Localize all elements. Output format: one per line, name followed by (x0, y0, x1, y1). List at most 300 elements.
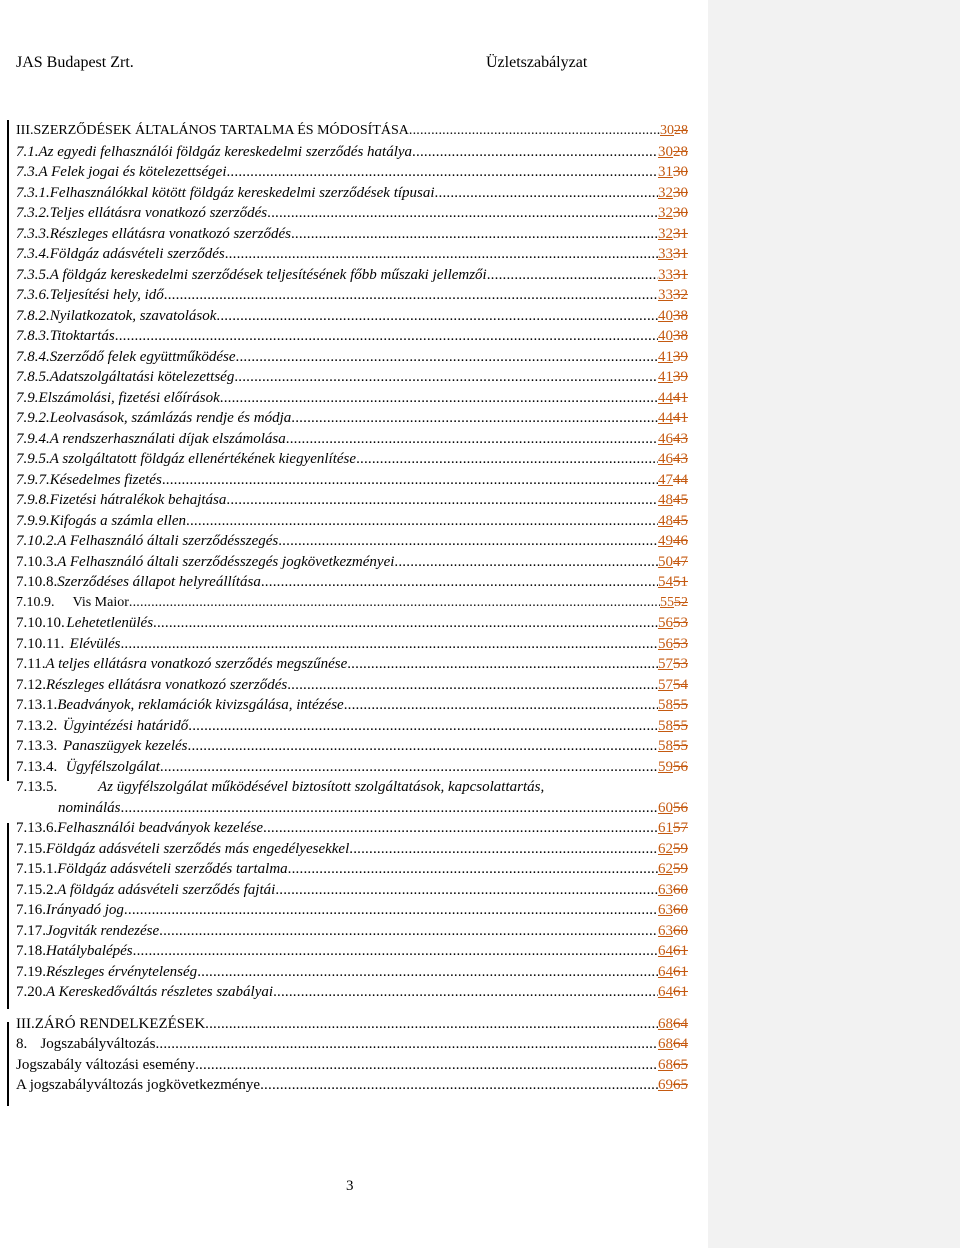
toc-page-reference[interactable] (658, 984, 688, 1001)
toc-entry-number: 7.13.3. (16, 738, 58, 754)
toc-entry-title: Teljesítési hely, idő (49, 287, 164, 303)
toc-page-reference[interactable] (658, 964, 688, 981)
toc-page-reference[interactable] (658, 205, 688, 222)
toc-page-reference[interactable] (658, 144, 688, 161)
toc-entry-number: III. (16, 123, 34, 138)
toc-entry[interactable] (16, 902, 688, 923)
toc-entry-number: 7.9.2. (16, 410, 50, 426)
deleted-page-number: 53 (673, 635, 688, 652)
toc-entry[interactable] (16, 861, 688, 882)
toc-entry[interactable] (16, 205, 688, 226)
toc-section-closing (16, 1016, 688, 1098)
deleted-page-number: 61 (673, 963, 688, 980)
toc-entry-title: Hatálybalépés (46, 943, 133, 959)
toc-entry[interactable] (16, 923, 688, 944)
toc-dot-leader (236, 349, 658, 366)
toc-page-reference[interactable] (658, 492, 688, 509)
toc-dot-leader (487, 267, 658, 284)
toc-page-reference[interactable] (658, 410, 688, 427)
toc-dot-leader (226, 164, 658, 181)
deleted-page-number: 55 (673, 738, 688, 754)
toc-entry-title: A Felhasználó általi szerződésszegés (57, 533, 279, 549)
toc-page-reference[interactable] (658, 431, 688, 448)
deleted-page-number: 53 (673, 656, 688, 672)
toc-entry-number: 7.13.2. (16, 717, 58, 734)
inserted-page-number: 54 (658, 574, 673, 590)
deleted-page-number: 56 (673, 758, 688, 775)
toc-entry-number: 7.20. (16, 984, 46, 1000)
change-bar (7, 1022, 9, 1106)
toc-entry[interactable] (16, 718, 688, 739)
table-of-contents (16, 123, 688, 1098)
toc-page-reference[interactable] (658, 267, 688, 284)
toc-entry[interactable] (16, 1077, 688, 1098)
toc-dot-leader (344, 697, 658, 714)
toc-entry-title: A jogszabályváltozás jogkövetkezménye (16, 1077, 261, 1093)
toc-dot-leader (195, 1057, 658, 1074)
toc-entry-number: 7.8.2. (16, 307, 50, 324)
deleted-page-number: 41 (673, 389, 688, 406)
inserted-page-number: 46 (658, 451, 673, 467)
toc-entry-title: Jogszabály változási esemény (16, 1056, 196, 1073)
toc-section-main (16, 123, 688, 1005)
toc-entry-number: 7.8.3. (16, 328, 50, 344)
toc-entry-title: A szolgáltatott földgáz ellenértékének kiegyenlítése (49, 451, 357, 467)
toc-entry[interactable] (16, 123, 688, 144)
toc-entry-title: A földgáz kereskedelmi szerződések teljesítésének főbb műszaki jellemzői (49, 266, 487, 283)
toc-entry[interactable] (16, 308, 688, 329)
toc-entry[interactable] (16, 656, 688, 677)
toc-entry[interactable] (16, 533, 688, 554)
inserted-page-number: 47 (658, 471, 673, 488)
deleted-page-number: 32 (673, 287, 688, 303)
toc-entry[interactable] (16, 779, 688, 800)
toc-entry-number: 7.10.8. (16, 574, 58, 590)
toc-page-reference[interactable] (658, 800, 688, 817)
toc-entry-number: 7.3.6. (16, 287, 50, 303)
toc-entry[interactable] (16, 1036, 688, 1057)
toc-entry-title: Titoktartás (49, 328, 115, 344)
toc-dot-leader (129, 595, 660, 611)
toc-entry[interactable] (16, 882, 688, 903)
inserted-page-number: 62 (658, 861, 673, 877)
toc-entry[interactable] (16, 328, 688, 349)
toc-dot-leader (409, 123, 660, 139)
inserted-page-number: 48 (658, 492, 673, 508)
toc-entry-title: Kifogás a számla ellen (49, 512, 187, 529)
inserted-page-number: 56 (658, 635, 673, 652)
toc-entry-title: Leolvasások, számlázás rendje és módja (49, 410, 292, 426)
toc-entry[interactable] (16, 984, 688, 1005)
toc-entry-number: 7.10.9. (16, 594, 55, 610)
inserted-page-number: 58 (658, 697, 673, 713)
toc-page-reference[interactable] (658, 472, 688, 489)
toc-page-reference[interactable] (658, 861, 688, 878)
deleted-page-number: 43 (673, 451, 688, 467)
toc-dot-leader (188, 738, 659, 755)
deleted-page-number: 47 (673, 553, 688, 570)
toc-entry-number: 7.9.4. (16, 430, 50, 447)
deleted-page-number: 31 (673, 266, 688, 283)
toc-entry[interactable] (16, 677, 688, 698)
toc-entry-title: A Felhasználó általi szerződésszegés jogkövetkezményei (57, 553, 395, 570)
toc-entry-title: A rendszerhasználati díjak elszámolása (49, 430, 286, 447)
toc-dot-leader (349, 841, 658, 858)
toc-entry-number: 7.10.3. (16, 553, 58, 570)
inserted-page-number: 40 (658, 328, 673, 344)
toc-entry[interactable] (16, 615, 688, 636)
toc-dot-leader (278, 533, 658, 550)
deleted-page-number: 28 (674, 123, 688, 138)
deleted-page-number: 46 (673, 533, 688, 549)
toc-entry[interactable] (16, 287, 688, 308)
toc-entry-number: 7.17. (16, 922, 46, 939)
inserted-page-number: 68 (658, 1015, 673, 1032)
toc-entry[interactable] (16, 636, 688, 657)
toc-page-reference[interactable] (658, 164, 688, 181)
deleted-page-number: 30 (673, 184, 688, 201)
inserted-page-number: 69 (658, 1077, 673, 1093)
deleted-page-number: 60 (673, 881, 688, 898)
change-bar (7, 823, 9, 1009)
toc-entry-title: Földgáz adásvételi szerződés tartalma (57, 861, 288, 877)
toc-entry-title: A földgáz adásvételi szerződés fajtái (57, 881, 276, 898)
toc-entry[interactable] (16, 226, 688, 247)
toc-dot-leader (356, 451, 658, 468)
deleted-page-number: 52 (674, 594, 688, 610)
toc-entry[interactable] (16, 759, 688, 780)
toc-entry-title: A Kereskedőváltás részletes szabályai (46, 984, 274, 1000)
deleted-page-number: 61 (673, 984, 688, 1000)
toc-dot-leader (197, 964, 658, 981)
toc-entry-title: Részleges ellátásra vonatkozó szerződés (46, 676, 288, 693)
toc-entry-number: 7.10.2. (16, 533, 58, 549)
inserted-page-number: 57 (658, 656, 673, 672)
toc-page-reference[interactable] (658, 841, 688, 858)
toc-entry[interactable] (16, 943, 688, 964)
inserted-page-number: 40 (658, 307, 673, 324)
toc-dot-leader (394, 554, 658, 571)
toc-dot-leader (261, 574, 658, 591)
deleted-page-number: 43 (673, 430, 688, 447)
inserted-page-number: 33 (658, 246, 673, 262)
toc-page-reference[interactable] (658, 308, 688, 325)
toc-entry[interactable] (16, 472, 688, 493)
toc-entry-number: 7.3.4. (16, 246, 50, 262)
toc-entry-number: 7.10.11. (16, 635, 65, 652)
inserted-page-number: 48 (658, 512, 673, 529)
toc-page-reference[interactable] (658, 533, 688, 550)
toc-page-reference[interactable] (658, 882, 688, 899)
toc-dot-leader (121, 800, 658, 817)
toc-entry[interactable] (16, 492, 688, 513)
toc-dot-leader (275, 882, 658, 899)
toc-dot-leader (133, 943, 658, 960)
toc-page-reference[interactable] (658, 636, 688, 653)
toc-entry-title: SZERZŐDÉSEK ÁLTALÁNOS TARTALMA ÉS MÓDOSÍTÁSA (33, 123, 409, 138)
toc-entry[interactable] (16, 554, 688, 575)
toc-entry[interactable] (16, 431, 688, 452)
toc-page-reference[interactable] (658, 513, 688, 530)
toc-entry-number: 7.12. (16, 676, 46, 693)
toc-page-reference[interactable] (658, 718, 688, 735)
toc-entry-number: 7.11. (16, 656, 46, 672)
toc-entry-title: Késedelmes fizetés (49, 471, 162, 488)
toc-entry-title: Fizetési hátralékok behajtása (49, 492, 227, 508)
deleted-page-number: 38 (673, 307, 688, 324)
toc-entry[interactable] (16, 369, 688, 390)
toc-entry[interactable] (16, 513, 688, 534)
toc-page-reference[interactable] (658, 1077, 688, 1094)
toc-entry-number: 7.3.5. (16, 266, 50, 283)
toc-entry[interactable] (16, 738, 688, 759)
inserted-page-number: 30 (658, 143, 673, 160)
toc-entry-number: 7.16. (16, 902, 46, 918)
inserted-page-number: 31 (658, 164, 673, 180)
toc-entry[interactable] (16, 185, 688, 206)
toc-entry-title: Elszámolási, fizetési előírások (38, 389, 220, 406)
toc-page-reference[interactable] (658, 287, 688, 304)
toc-page-reference[interactable] (660, 123, 688, 139)
toc-dot-leader (120, 636, 658, 653)
header-company: JAS Budapest Zrt. (16, 54, 134, 71)
toc-entry-number: 7.15.2. (16, 881, 58, 898)
toc-dot-leader (164, 287, 658, 304)
toc-entry-number: 7.13.5. (16, 779, 58, 795)
toc-entry-title: A Felek jogai és kötelezettségei (38, 164, 227, 180)
deleted-page-number: 30 (673, 205, 688, 221)
toc-entry-number: 7.19. (16, 963, 46, 980)
toc-entry[interactable] (16, 451, 688, 472)
toc-entry-number: 7.10.10. (16, 615, 65, 631)
toc-entry-number: 7.9.5. (16, 451, 50, 467)
toc-entry-number: 7.3. (16, 164, 39, 180)
toc-entry-title: Szerződő felek együttműködése (49, 348, 236, 365)
inserted-page-number: 33 (658, 266, 673, 283)
toc-page-reference[interactable] (658, 943, 688, 960)
toc-dot-leader (186, 513, 658, 530)
deleted-page-number: 38 (673, 328, 688, 344)
deleted-page-number: 65 (673, 1077, 688, 1093)
toc-entry-number: 7.9.7. (16, 471, 50, 488)
toc-page-reference[interactable] (658, 246, 688, 263)
toc-page-reference[interactable] (658, 1057, 688, 1074)
toc-page-reference[interactable] (658, 574, 688, 591)
toc-dot-leader (124, 902, 658, 919)
toc-entry[interactable] (16, 349, 688, 370)
toc-page-reference[interactable] (658, 1016, 688, 1033)
toc-page-reference[interactable] (658, 554, 688, 571)
toc-entry-number: 7.3.3. (16, 225, 50, 242)
deleted-page-number: 28 (673, 143, 688, 160)
inserted-page-number: 46 (658, 430, 673, 447)
toc-entry-title: Szerződéses állapot helyreállítása (57, 574, 261, 590)
toc-entry-title: ZÁRÓ RENDELKEZÉSEK (34, 1015, 206, 1032)
inserted-page-number: 59 (658, 758, 673, 775)
toc-entry-number: 7.9. (16, 389, 39, 406)
deleted-page-number: 44 (673, 471, 688, 488)
toc-entry-number: 7.9.8. (16, 492, 50, 508)
inserted-page-number: 61 (658, 820, 673, 836)
deleted-page-number: 59 (673, 861, 688, 877)
toc-dot-leader (216, 308, 658, 325)
toc-page-reference[interactable] (658, 656, 688, 673)
inserted-page-number: 55 (660, 594, 674, 610)
toc-dot-leader (263, 820, 658, 837)
toc-entry-number: III. (16, 1015, 35, 1032)
inserted-page-number: 57 (658, 676, 673, 693)
toc-dot-leader (115, 328, 658, 345)
toc-entry-title: Irányadó jog (46, 902, 124, 918)
deleted-page-number: 54 (673, 676, 688, 693)
toc-entry-title: Földgáz adásvételi szerződés (49, 246, 225, 262)
toc-entry-number: 7.1. (16, 143, 39, 160)
deleted-page-number: 59 (673, 840, 688, 857)
deleted-page-number: 65 (673, 1056, 688, 1073)
toc-entry[interactable] (16, 820, 688, 841)
inserted-page-number: 64 (658, 984, 673, 1000)
toc-page-reference[interactable] (658, 902, 688, 919)
inserted-page-number: 32 (658, 184, 673, 201)
deleted-page-number: 45 (673, 492, 688, 508)
inserted-page-number: 63 (658, 881, 673, 898)
toc-dot-leader (153, 615, 658, 632)
toc-entry[interactable] (16, 246, 688, 267)
toc-page-reference[interactable] (658, 185, 688, 202)
toc-dot-leader (260, 1077, 658, 1094)
toc-entry[interactable] (16, 964, 688, 985)
toc-dot-leader (347, 656, 658, 673)
toc-entry-number: 7.13.4. (16, 758, 58, 775)
deleted-page-number: 55 (673, 697, 688, 713)
toc-entry[interactable] (16, 390, 688, 411)
toc-entry[interactable] (16, 697, 688, 718)
toc-page-reference[interactable] (658, 738, 688, 755)
toc-entry-number: 7.3.2. (16, 205, 50, 221)
toc-gap (16, 1005, 688, 1016)
toc-entry-title: Részleges érvénytelenség (46, 963, 198, 980)
toc-page-reference[interactable] (658, 923, 688, 940)
toc-entry[interactable] (16, 164, 688, 185)
deleted-page-number: 53 (673, 615, 688, 631)
toc-page-reference[interactable] (658, 369, 688, 386)
toc-entry[interactable] (16, 800, 688, 821)
toc-dot-leader (234, 369, 658, 386)
toc-page-reference[interactable] (658, 677, 688, 694)
inserted-page-number: 68 (658, 1036, 673, 1052)
toc-dot-leader (287, 677, 658, 694)
deleted-page-number: 30 (673, 164, 688, 180)
toc-entry-title: Lehetetlenülés (66, 615, 154, 631)
inserted-page-number: 50 (658, 553, 673, 570)
inserted-page-number: 44 (658, 410, 673, 426)
toc-page-reference[interactable] (658, 697, 688, 714)
toc-dot-leader (225, 246, 658, 263)
toc-entry[interactable] (16, 144, 688, 165)
toc-entry-number: 7.9.9. (16, 512, 50, 529)
inserted-page-number: 41 (658, 369, 673, 385)
deleted-page-number: 60 (673, 902, 688, 918)
deleted-page-number: 55 (673, 717, 688, 734)
toc-entry-number: 7.15. (16, 840, 46, 857)
toc-entry[interactable] (16, 267, 688, 288)
deleted-page-number: 57 (673, 820, 688, 836)
toc-dot-leader (288, 861, 658, 878)
toc-page-reference[interactable] (660, 595, 688, 611)
toc-dot-leader (188, 718, 658, 735)
toc-entry-number: 7.8.4. (16, 348, 50, 365)
toc-page-reference[interactable] (658, 759, 688, 776)
toc-page-reference[interactable] (658, 328, 688, 345)
inserted-page-number: 68 (658, 1056, 673, 1073)
toc-dot-leader (286, 431, 658, 448)
toc-entry[interactable] (16, 574, 688, 595)
toc-dot-leader (220, 390, 658, 407)
toc-entry[interactable] (16, 1057, 688, 1078)
inserted-page-number: 49 (658, 533, 673, 549)
toc-entry-title: Földgáz adásvételi szerződés más engedélyesekkel (46, 840, 350, 857)
toc-dot-leader (162, 472, 658, 489)
toc-dot-leader (205, 1016, 658, 1033)
toc-dot-leader (291, 226, 658, 243)
toc-dot-leader (159, 923, 658, 940)
toc-page-reference[interactable] (658, 1036, 688, 1053)
deleted-page-number: 56 (673, 799, 688, 816)
inserted-page-number: 32 (658, 225, 673, 242)
inserted-page-number: 33 (658, 287, 673, 303)
deleted-page-number: 60 (673, 922, 688, 939)
change-bar (7, 120, 9, 781)
toc-entry-number: 7.15.1. (16, 861, 58, 877)
toc-page-reference[interactable] (658, 349, 688, 366)
toc-entry-title: Nyilatkozatok, szavatolások (49, 307, 217, 324)
deleted-page-number: 39 (673, 348, 688, 365)
toc-page-reference[interactable] (658, 820, 688, 837)
toc-entry[interactable] (16, 595, 688, 616)
inserted-page-number: 58 (658, 717, 673, 734)
inserted-page-number: 41 (658, 348, 673, 365)
toc-dot-leader (435, 185, 658, 202)
toc-entry-title: Az ügyfélszolgálat működésével biztosított szolgáltatások, kapcsolattartás, (98, 779, 545, 795)
toc-page-reference[interactable] (658, 226, 688, 243)
toc-entry-title: A teljes ellátásra vonatkozó szerződés megszűnése (45, 656, 348, 672)
inserted-page-number: 64 (658, 943, 673, 959)
deleted-page-number: 45 (673, 512, 688, 529)
toc-page-reference[interactable] (658, 390, 688, 407)
toc-entry[interactable] (16, 1016, 688, 1037)
inserted-page-number: 63 (658, 902, 673, 918)
toc-entry[interactable] (16, 410, 688, 431)
header-document-title: Üzletszabályzat (486, 54, 588, 71)
comment-margin (708, 0, 960, 1248)
toc-page-reference[interactable] (658, 615, 688, 632)
toc-entry-title: Vis Maior (72, 594, 129, 610)
deleted-page-number: 61 (673, 943, 688, 959)
toc-page-reference[interactable] (658, 451, 688, 468)
deleted-page-number: 64 (673, 1015, 688, 1032)
toc-entry-number: 7.3.1. (16, 184, 50, 201)
toc-dot-leader (291, 410, 658, 427)
toc-entry[interactable] (16, 841, 688, 862)
toc-dot-leader (155, 1036, 658, 1053)
toc-entry-number: 7.18. (16, 943, 46, 959)
toc-entry-title: Jogviták rendezése (46, 922, 160, 939)
inserted-page-number: 30 (660, 123, 674, 138)
toc-entry-title: Ügyfélszolgálat (65, 758, 160, 775)
toc-dot-leader (412, 144, 658, 161)
toc-entry-title: Adatszolgáltatási kötelezettség (49, 369, 235, 385)
inserted-page-number: 32 (658, 205, 673, 221)
